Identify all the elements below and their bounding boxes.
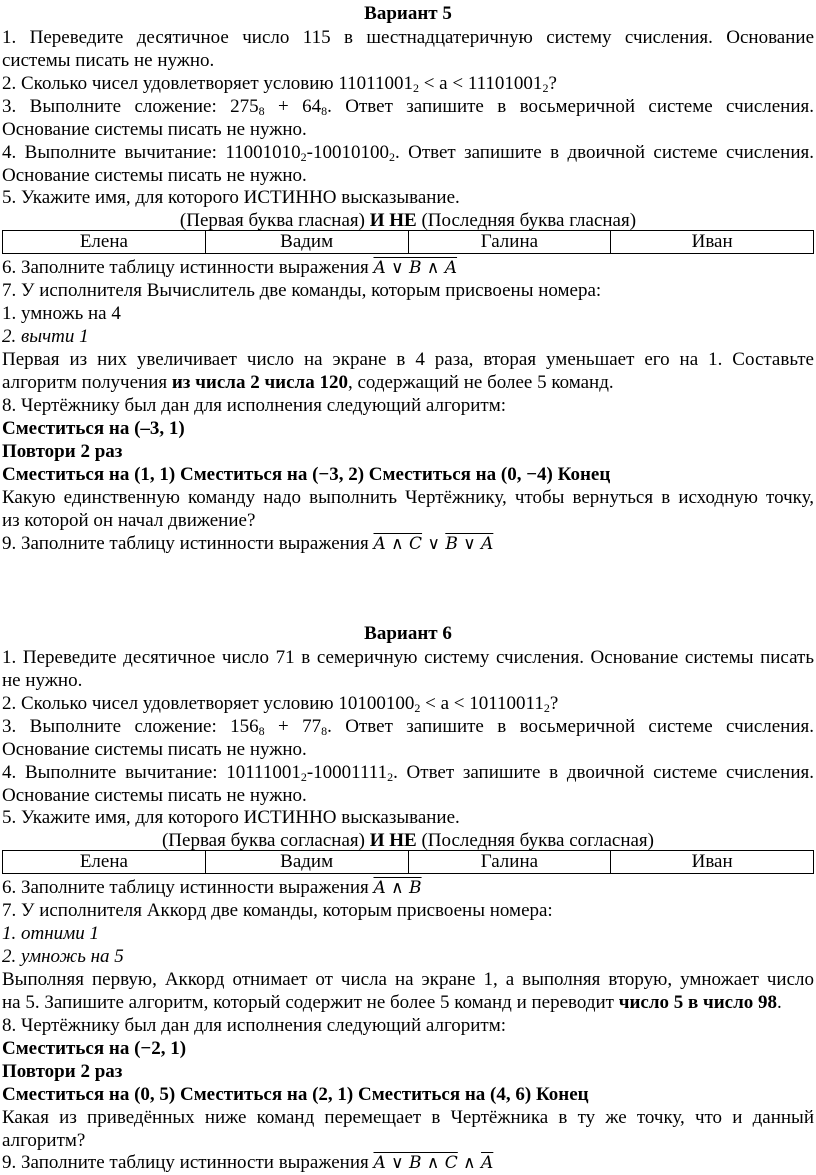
v5-q4-line2: Основание системы писать не нужно. bbox=[2, 165, 307, 186]
v6-q8: 8. Чертёжнику был дан для исполнения следующий алгоритм: bbox=[2, 1015, 507, 1036]
v5-command-2: 2. вычти 1 bbox=[2, 326, 89, 347]
v5-condition-part2: (Последняя буква гласная) bbox=[416, 210, 637, 231]
v6-q7-desc-line2 bbox=[2, 991, 814, 1014]
v6-q6 bbox=[2, 876, 814, 900]
variant-5-title: Вариант 5 bbox=[364, 3, 452, 24]
v5-q2-text: 2. Сколько чисел удовлетворяет условию 11011001 bbox=[2, 73, 413, 94]
v5-q4-mid: -10010100 bbox=[306, 142, 389, 163]
v6-q9-expression-2: $\overline{A}$ bbox=[481, 1153, 494, 1173]
v6-q2 bbox=[2, 692, 814, 715]
v6-condition-part2: (Последняя буква согласная) bbox=[416, 830, 654, 851]
v6-algorithm-line1: Сместиться на (−2, 1) bbox=[2, 1038, 187, 1059]
v5-q2-end: ? bbox=[548, 73, 557, 94]
table-row bbox=[3, 851, 814, 874]
v6-q4-base2: 2 bbox=[387, 770, 394, 784]
v5-q2 bbox=[2, 72, 814, 95]
v5-q9 bbox=[2, 532, 814, 556]
v5-command-1: 1. умножь на 4 bbox=[2, 303, 121, 324]
v5-q9-expression-1: A ∧ C bbox=[373, 534, 423, 554]
v5-q1-line2: системы писать не нужно. bbox=[2, 50, 215, 71]
v6-q3-base2: 8 bbox=[321, 724, 328, 738]
name-cell: Иван bbox=[611, 851, 814, 874]
name-cell: Елена bbox=[3, 851, 206, 874]
v6-condition-operator: И НЕ bbox=[369, 830, 417, 851]
v6-q6-text: 6. Заполните таблицу истинности выражения bbox=[2, 877, 374, 898]
v6-algorithm-line2: Повтори 2 раз bbox=[2, 1061, 123, 1082]
v5-q8: 8. Чертёжнику был дан для исполнения следующий алгоритм: bbox=[2, 395, 507, 416]
v6-q9 bbox=[2, 1151, 814, 1175]
v5-q4-end: . Ответ запишите в двоичной системе счисления. bbox=[394, 142, 814, 163]
v5-q3-base2: 8 bbox=[321, 104, 328, 118]
v5-q7: 7. У исполнителя Вычислитель две команды, которым присвоены номера: bbox=[2, 280, 602, 301]
v5-q3-text: 3. Выполните сложение: 275 bbox=[2, 96, 259, 117]
v6-q3-mid: + 77 bbox=[264, 716, 322, 737]
v6-q2-base1: 2 bbox=[414, 701, 421, 715]
v6-q2-end: ? bbox=[549, 693, 559, 714]
v5-q3-end: . Ответ запишите в восьмеричной системе счисления. bbox=[327, 96, 814, 117]
v5-q2-mid: < a < 11101001 bbox=[418, 73, 543, 94]
v5-q6-expression: A ∨ B ∧ A bbox=[373, 258, 458, 278]
name-cell: Вадим bbox=[205, 851, 408, 874]
v6-q7-desc-text: на 5. Запишите алгоритм, который содержит не более 5 команд и переводит bbox=[2, 992, 619, 1013]
v5-q3-base1: 8 bbox=[258, 104, 265, 118]
v5-q7-desc-line2 bbox=[2, 371, 814, 394]
v5-q9-text: 9. Заполните таблицу истинности выражения bbox=[2, 533, 374, 554]
v5-q7-desc-line1: Первая из них увеличивает число на экране в 4 раза, вторая уменьшает его на 1. Составьте bbox=[2, 349, 814, 370]
v5-q7-desc-text: алгоритм получения bbox=[2, 372, 172, 393]
v5-q8-question-line2: из которой он начал движение? bbox=[2, 510, 256, 531]
v5-q2-base2: 2 bbox=[542, 81, 549, 95]
v6-q9-operator: ∧ bbox=[457, 1153, 482, 1173]
v5-q9-operator: ∨ bbox=[422, 534, 446, 554]
table-row bbox=[3, 231, 814, 254]
v6-algorithm-line3: Сместиться на (0, 5) Сместиться на (2, 1) Сместиться на (4, 6) Конец bbox=[2, 1084, 589, 1105]
v5-q4-base2: 2 bbox=[388, 150, 395, 164]
v6-q6-expression-part1: A ∧ bbox=[373, 878, 410, 898]
v6-q7-target: число 5 в число 98 bbox=[618, 992, 778, 1013]
v5-condition bbox=[0, 209, 816, 232]
v5-q3-line1 bbox=[2, 95, 814, 118]
v5-names-table bbox=[2, 230, 814, 254]
v5-algorithm-line3: Сместиться на (1, 1) Сместиться на (−3, 2) Сместиться на (0, −4) Конец bbox=[2, 464, 611, 485]
v6-q4-line1 bbox=[2, 761, 814, 784]
v6-q6-expression-part2: B bbox=[409, 878, 422, 898]
name-cell: Елена bbox=[3, 231, 206, 254]
v6-q3-line2: Основание системы писать не нужно. bbox=[2, 739, 307, 760]
v6-q2-base2: 2 bbox=[543, 701, 550, 715]
v6-q3-base1: 8 bbox=[258, 724, 265, 738]
v6-q7: 7. У исполнителя Аккорд две команды, которым присвоены номера: bbox=[2, 900, 553, 921]
name-cell: Галина bbox=[408, 851, 611, 874]
v5-q2-base1: 2 bbox=[412, 81, 419, 95]
v5-q6 bbox=[2, 256, 814, 280]
v5-q4-text: 4. Выполните вычитание: 11001010 bbox=[2, 142, 301, 163]
v6-q4-text: 4. Выполните вычитание: 10111001 bbox=[2, 762, 301, 783]
v5-algorithm-line1: Сместиться на (–3, 1) bbox=[2, 418, 185, 439]
v6-q4-base1: 2 bbox=[300, 770, 307, 784]
v6-q2-text: 2. Сколько чисел удовлетворяет условию 10100100 bbox=[2, 693, 415, 714]
v6-q4-mid: -10001111 bbox=[306, 762, 388, 783]
v6-q3-line1 bbox=[2, 715, 814, 738]
v6-q3-end: . Ответ запишите в восьмеричной системе счисления. bbox=[327, 716, 814, 737]
v6-q2-mid: < a < 10110011 bbox=[420, 693, 544, 714]
v6-q3-text: 3. Выполните сложение: 156 bbox=[2, 716, 259, 737]
v6-condition-part1: (Первая буква согласная) bbox=[161, 830, 370, 851]
v5-q4-base1: 2 bbox=[300, 150, 307, 164]
v6-names-table bbox=[2, 850, 814, 874]
v5-q5: 5. Укажите имя, для которого ИСТИННО высказывание. bbox=[2, 187, 460, 208]
variant-6-title: Вариант 6 bbox=[364, 623, 452, 644]
v5-q9-expression-2: B ∨ A bbox=[445, 534, 494, 554]
v6-q8-question-line1: Какая из приведённых ниже команд перемещает в Чертёжника в ту же точку, что и данный bbox=[2, 1107, 814, 1128]
v5-q7-desc-end: , содержащий не более 5 команд. bbox=[347, 372, 614, 393]
v5-q3-mid: + 64 bbox=[264, 96, 322, 117]
v6-q9-expression-1: A ∨ B ∧ C bbox=[373, 1153, 458, 1173]
v5-q1-line1: 1. Переведите десятичное число 115 в шестнадцатеричную систему счисления. Основание bbox=[2, 27, 814, 48]
v6-q1-line2: не нужно. bbox=[2, 670, 83, 691]
v5-algorithm-line2: Повтори 2 раз bbox=[2, 441, 123, 462]
v5-condition-part1: (Первая буква гласная) bbox=[179, 210, 370, 231]
v6-q4-line2: Основание системы писать не нужно. bbox=[2, 785, 307, 806]
v5-q6-text: 6. Заполните таблицу истинности выражения bbox=[2, 257, 374, 278]
v6-q8-question-line2: алгоритм? bbox=[2, 1130, 86, 1151]
v5-q7-target: из числа 2 числа 120 bbox=[171, 372, 348, 393]
name-cell: Вадим bbox=[205, 231, 408, 254]
v6-q7-desc-line1: Выполняя первую, Аккорд отнимает от числа на экране 1, а выполняя вторую, умножает число bbox=[2, 969, 814, 990]
v5-q4-line1 bbox=[2, 141, 814, 164]
v6-q9-text: 9. Заполните таблицу истинности выражения bbox=[2, 1152, 374, 1173]
v5-condition-operator: И НЕ bbox=[369, 210, 417, 231]
name-cell: Иван bbox=[611, 231, 814, 254]
v6-q6-expression bbox=[374, 878, 422, 898]
v6-condition bbox=[0, 829, 816, 852]
v6-command-2: 2. умножь на 5 bbox=[2, 946, 124, 967]
v6-q1-line1: 1. Переведите десятичное число 71 в семеричную систему счисления. Основание системы писать bbox=[2, 647, 814, 668]
v5-q8-question-line1: Какую единственную команду надо выполнить Чертёжнику, чтобы вернуться в исходную точку, bbox=[2, 487, 814, 508]
v6-q7-desc-end: . bbox=[777, 992, 782, 1013]
v6-q5: 5. Укажите имя, для которого ИСТИННО высказывание. bbox=[2, 807, 460, 828]
v6-q4-end: . Ответ запишите в двоичной системе счисления. bbox=[393, 762, 814, 783]
name-cell: Галина bbox=[408, 231, 611, 254]
v6-command-1: 1. отними 1 bbox=[2, 923, 100, 944]
v5-q3-line2: Основание системы писать не нужно. bbox=[2, 119, 307, 140]
